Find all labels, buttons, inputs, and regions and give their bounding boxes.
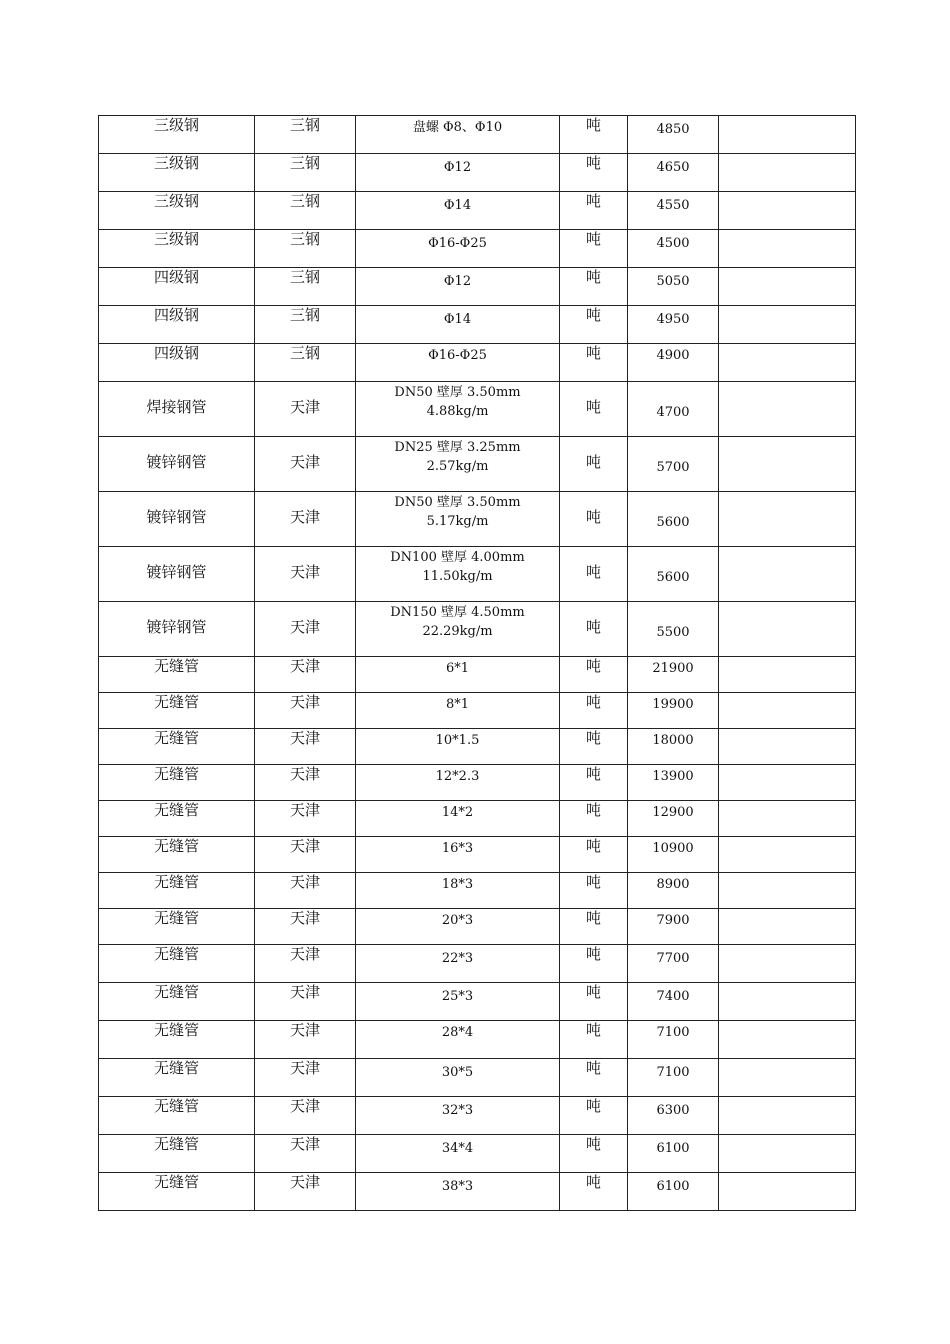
table-row — [99, 268, 856, 306]
origin-cell: 三钢 — [255, 192, 356, 230]
unit-cell: 吨 — [560, 268, 628, 306]
product-name-cell: 无缝管 — [99, 1173, 255, 1211]
table-row — [99, 154, 856, 192]
price-cell: 4700 — [628, 382, 719, 437]
unit-cell: 吨 — [560, 547, 628, 602]
unit-cell: 吨 — [560, 945, 628, 983]
note-cell — [719, 382, 856, 437]
product-name-cell: 四级钢 — [99, 344, 255, 382]
table-row — [99, 945, 856, 983]
product-name-cell: 镀锌钢管 — [99, 492, 255, 547]
price-cell: 5500 — [628, 602, 719, 657]
note-cell — [719, 437, 856, 492]
price-cell: 4550 — [628, 192, 719, 230]
origin-cell: 天津 — [255, 945, 356, 983]
spec-cell: 16*3 — [356, 837, 560, 873]
note-cell — [719, 1097, 856, 1135]
price-cell: 13900 — [628, 765, 719, 801]
table-row — [99, 873, 856, 909]
origin-cell: 三钢 — [255, 306, 356, 344]
note-cell — [719, 729, 856, 765]
unit-cell: 吨 — [560, 154, 628, 192]
price-cell: 19900 — [628, 693, 719, 729]
unit-cell: 吨 — [560, 437, 628, 492]
price-cell: 7100 — [628, 1059, 719, 1097]
spec-cell: Φ14 — [356, 306, 560, 344]
note-cell — [719, 983, 856, 1021]
spec-cell: Φ16-Φ25 — [356, 344, 560, 382]
origin-cell: 天津 — [255, 873, 356, 909]
price-cell: 7900 — [628, 909, 719, 945]
product-name-cell: 焊接钢管 — [99, 382, 255, 437]
origin-cell: 天津 — [255, 983, 356, 1021]
price-cell: 4500 — [628, 230, 719, 268]
table-row — [99, 116, 856, 154]
origin-cell: 天津 — [255, 1059, 356, 1097]
price-cell: 8900 — [628, 873, 719, 909]
unit-cell: 吨 — [560, 382, 628, 437]
origin-cell: 天津 — [255, 602, 356, 657]
unit-cell: 吨 — [560, 492, 628, 547]
price-cell: 5600 — [628, 492, 719, 547]
spec-cell: 盘螺 Φ8、Φ10 — [356, 116, 560, 154]
note-cell — [719, 801, 856, 837]
note-cell — [719, 268, 856, 306]
spec-cell: DN25 壁厚 3.25mm 2.57kg/m — [356, 437, 560, 492]
spec-cell: 6*1 — [356, 657, 560, 693]
unit-cell: 吨 — [560, 602, 628, 657]
table-row — [99, 983, 856, 1021]
unit-cell: 吨 — [560, 1135, 628, 1173]
note-cell — [719, 602, 856, 657]
origin-cell: 天津 — [255, 547, 356, 602]
product-name-cell: 三级钢 — [99, 230, 255, 268]
unit-cell: 吨 — [560, 909, 628, 945]
origin-cell: 天津 — [255, 492, 356, 547]
origin-cell: 天津 — [255, 909, 356, 945]
origin-cell: 天津 — [255, 1135, 356, 1173]
note-cell — [719, 492, 856, 547]
product-name-cell: 四级钢 — [99, 306, 255, 344]
note-cell — [719, 344, 856, 382]
spec-cell: 12*2.3 — [356, 765, 560, 801]
unit-cell: 吨 — [560, 657, 628, 693]
unit-cell: 吨 — [560, 765, 628, 801]
unit-cell: 吨 — [560, 1021, 628, 1059]
table-row — [99, 729, 856, 765]
price-cell: 4950 — [628, 306, 719, 344]
table-row — [99, 306, 856, 344]
spec-cell: 10*1.5 — [356, 729, 560, 765]
origin-cell: 天津 — [255, 729, 356, 765]
unit-cell: 吨 — [560, 344, 628, 382]
product-name-cell: 镀锌钢管 — [99, 602, 255, 657]
product-name-cell: 三级钢 — [99, 116, 255, 154]
table-row — [99, 382, 856, 437]
origin-cell: 天津 — [255, 693, 356, 729]
product-name-cell: 无缝管 — [99, 729, 255, 765]
product-name-cell: 无缝管 — [99, 1135, 255, 1173]
spec-cell: 22*3 — [356, 945, 560, 983]
spec-cell: DN50 壁厚 3.50mm 4.88kg/m — [356, 382, 560, 437]
origin-cell: 三钢 — [255, 154, 356, 192]
note-cell — [719, 154, 856, 192]
origin-cell: 天津 — [255, 765, 356, 801]
price-cell: 6300 — [628, 1097, 719, 1135]
table-row — [99, 230, 856, 268]
price-cell: 21900 — [628, 657, 719, 693]
price-cell: 4900 — [628, 344, 719, 382]
spec-cell: 20*3 — [356, 909, 560, 945]
note-cell — [719, 873, 856, 909]
price-cell: 5600 — [628, 547, 719, 602]
table-row — [99, 547, 856, 602]
table-row — [99, 1135, 856, 1173]
spec-cell: 18*3 — [356, 873, 560, 909]
unit-cell: 吨 — [560, 873, 628, 909]
product-name-cell: 无缝管 — [99, 837, 255, 873]
price-table — [98, 115, 856, 1211]
table-row — [99, 837, 856, 873]
product-name-cell: 无缝管 — [99, 801, 255, 837]
table-row — [99, 765, 856, 801]
table-row — [99, 492, 856, 547]
product-name-cell: 三级钢 — [99, 192, 255, 230]
table-row — [99, 602, 856, 657]
origin-cell: 三钢 — [255, 344, 356, 382]
price-cell: 6100 — [628, 1173, 719, 1211]
table-row — [99, 693, 856, 729]
spec-cell: 25*3 — [356, 983, 560, 1021]
price-cell: 5050 — [628, 268, 719, 306]
note-cell — [719, 1173, 856, 1211]
unit-cell: 吨 — [560, 983, 628, 1021]
unit-cell: 吨 — [560, 801, 628, 837]
product-name-cell: 无缝管 — [99, 873, 255, 909]
spec-cell: 28*4 — [356, 1021, 560, 1059]
table-row — [99, 1173, 856, 1211]
product-name-cell: 无缝管 — [99, 693, 255, 729]
origin-cell: 天津 — [255, 437, 356, 492]
unit-cell: 吨 — [560, 230, 628, 268]
note-cell — [719, 837, 856, 873]
table-row — [99, 801, 856, 837]
spec-cell: 14*2 — [356, 801, 560, 837]
price-cell: 7400 — [628, 983, 719, 1021]
table-row — [99, 192, 856, 230]
note-cell — [719, 1021, 856, 1059]
note-cell — [719, 945, 856, 983]
table-row — [99, 344, 856, 382]
table-row — [99, 437, 856, 492]
spec-cell: DN100 壁厚 4.00mm 11.50kg/m — [356, 547, 560, 602]
product-name-cell: 镀锌钢管 — [99, 547, 255, 602]
unit-cell: 吨 — [560, 192, 628, 230]
note-cell — [719, 693, 856, 729]
unit-cell: 吨 — [560, 693, 628, 729]
product-name-cell: 无缝管 — [99, 657, 255, 693]
origin-cell: 三钢 — [255, 268, 356, 306]
price-cell: 10900 — [628, 837, 719, 873]
table-row — [99, 1059, 856, 1097]
spec-cell: 38*3 — [356, 1173, 560, 1211]
unit-cell: 吨 — [560, 1173, 628, 1211]
table-row — [99, 1097, 856, 1135]
origin-cell: 三钢 — [255, 230, 356, 268]
origin-cell: 天津 — [255, 657, 356, 693]
product-name-cell: 四级钢 — [99, 268, 255, 306]
price-cell: 18000 — [628, 729, 719, 765]
note-cell — [719, 909, 856, 945]
unit-cell: 吨 — [560, 1059, 628, 1097]
spec-cell: 30*5 — [356, 1059, 560, 1097]
product-name-cell: 三级钢 — [99, 154, 255, 192]
unit-cell: 吨 — [560, 116, 628, 154]
product-name-cell: 无缝管 — [99, 983, 255, 1021]
origin-cell: 三钢 — [255, 116, 356, 154]
price-cell: 7700 — [628, 945, 719, 983]
price-cell: 7100 — [628, 1021, 719, 1059]
unit-cell: 吨 — [560, 306, 628, 344]
product-name-cell: 无缝管 — [99, 765, 255, 801]
product-name-cell: 无缝管 — [99, 1059, 255, 1097]
note-cell — [719, 1135, 856, 1173]
table-row — [99, 657, 856, 693]
origin-cell: 天津 — [255, 801, 356, 837]
spec-cell: 8*1 — [356, 693, 560, 729]
price-cell: 4650 — [628, 154, 719, 192]
origin-cell: 天津 — [255, 1021, 356, 1059]
spec-cell: Φ14 — [356, 192, 560, 230]
spec-cell: Φ12 — [356, 154, 560, 192]
product-name-cell: 无缝管 — [99, 945, 255, 983]
origin-cell: 天津 — [255, 1097, 356, 1135]
spec-cell: Φ16-Φ25 — [356, 230, 560, 268]
note-cell — [719, 116, 856, 154]
product-name-cell: 无缝管 — [99, 1021, 255, 1059]
origin-cell: 天津 — [255, 837, 356, 873]
note-cell — [719, 657, 856, 693]
table-row — [99, 909, 856, 945]
spec-cell: DN150 壁厚 4.50mm 22.29kg/m — [356, 602, 560, 657]
unit-cell: 吨 — [560, 837, 628, 873]
price-cell: 4850 — [628, 116, 719, 154]
spec-cell: DN50 壁厚 3.50mm 5.17kg/m — [356, 492, 560, 547]
spec-cell: 32*3 — [356, 1097, 560, 1135]
spec-cell: 34*4 — [356, 1135, 560, 1173]
origin-cell: 天津 — [255, 1173, 356, 1211]
note-cell — [719, 1059, 856, 1097]
price-cell: 6100 — [628, 1135, 719, 1173]
note-cell — [719, 230, 856, 268]
note-cell — [719, 547, 856, 602]
note-cell — [719, 306, 856, 344]
note-cell — [719, 192, 856, 230]
product-name-cell: 镀锌钢管 — [99, 437, 255, 492]
product-name-cell: 无缝管 — [99, 1097, 255, 1135]
note-cell — [719, 765, 856, 801]
price-cell: 12900 — [628, 801, 719, 837]
product-name-cell: 无缝管 — [99, 909, 255, 945]
spec-cell: Φ12 — [356, 268, 560, 306]
origin-cell: 天津 — [255, 382, 356, 437]
unit-cell: 吨 — [560, 1097, 628, 1135]
unit-cell: 吨 — [560, 729, 628, 765]
table-row — [99, 1021, 856, 1059]
price-cell: 5700 — [628, 437, 719, 492]
